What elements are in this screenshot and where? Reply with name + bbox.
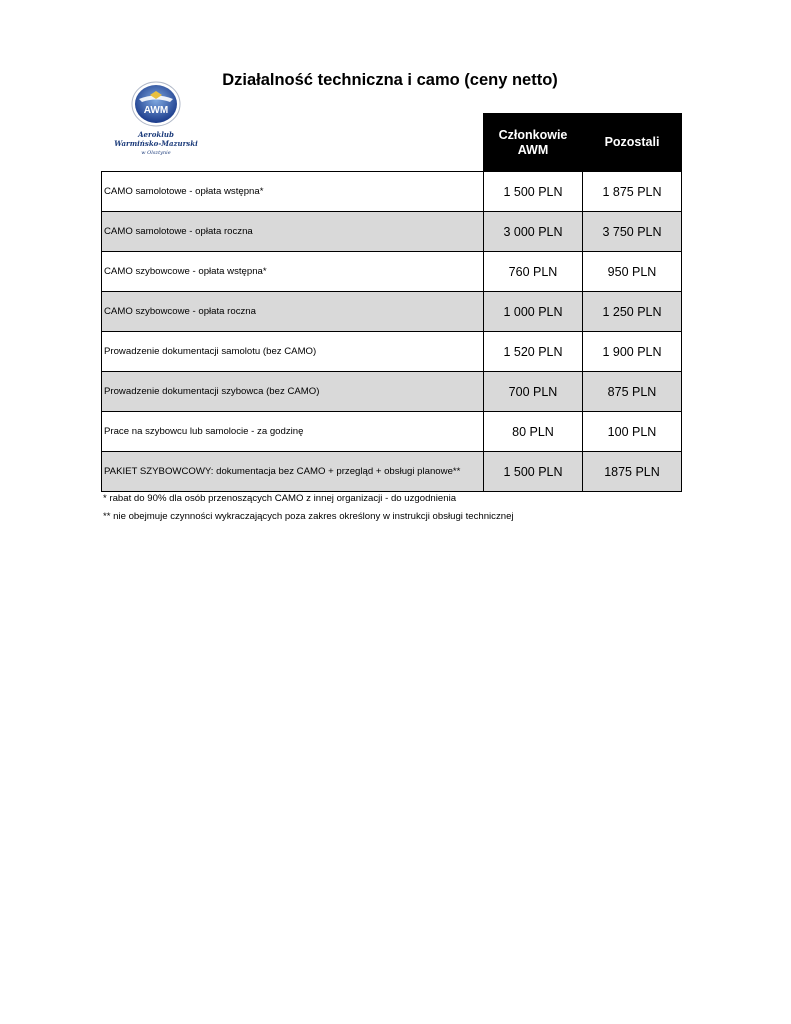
logo-line-2: Warmińsko-Mazurski <box>114 139 198 148</box>
members-price-cell: 1 500 PLN <box>484 452 583 492</box>
logo-emblem-text: AWM <box>143 105 169 116</box>
table-row <box>102 292 682 332</box>
table-row <box>102 172 682 212</box>
service-name-cell: PAKIET SZYBOWCOWY: dokumentacja bez CAMO + przegląd + obsługi planowe** <box>102 452 484 492</box>
others-price-cell: 1 875 PLN <box>583 172 682 212</box>
table-row <box>102 452 682 492</box>
page-title: Działalność techniczna i camo (ceny netto) <box>222 71 558 89</box>
table-row <box>102 372 682 412</box>
others-price-cell: 100 PLN <box>583 412 682 452</box>
table-row <box>102 412 682 452</box>
service-name-cell: CAMO samolotowe - opłata roczna <box>102 212 484 252</box>
table-header-row <box>102 114 682 172</box>
footnote-2: ** nie obejmuje czynności wykraczających poza zakres określony w instrukcji obsługi technicznej <box>103 511 514 522</box>
others-price-cell: 875 PLN <box>583 372 682 412</box>
others-price-cell: 3 750 PLN <box>583 212 682 252</box>
others-price-cell: 950 PLN <box>583 252 682 292</box>
service-name-cell: Prace na szybowcu lub samolocie - za godzinę <box>102 412 484 452</box>
logo-line-3: w Olsztynie <box>141 150 171 156</box>
others-price-cell: 1 250 PLN <box>583 292 682 332</box>
members-price-cell: 760 PLN <box>484 252 583 292</box>
members-price-cell: 1 500 PLN <box>484 172 583 212</box>
table-row <box>102 252 682 292</box>
service-name-cell: CAMO szybowcowe - opłata roczna <box>102 292 484 332</box>
members-price-cell: 700 PLN <box>484 372 583 412</box>
service-name-cell: Prowadzenie dokumentacji szybowca (bez CAMO) <box>102 372 484 412</box>
others-price-cell: 1875 PLN <box>583 452 682 492</box>
members-price-cell: 3 000 PLN <box>484 212 583 252</box>
price-rows <box>102 172 682 492</box>
logo-line-1: Aeroklub <box>138 130 174 139</box>
members-price-cell: 1 520 PLN <box>484 332 583 372</box>
header-members: Członkowie AWM <box>484 114 583 172</box>
table-row <box>102 332 682 372</box>
others-price-cell: 1 900 PLN <box>583 332 682 372</box>
members-price-cell: 1 000 PLN <box>484 292 583 332</box>
service-name-cell: CAMO samolotowe - opłata wstępna* <box>102 172 484 212</box>
table-row <box>102 212 682 252</box>
footnote-1: * rabat do 90% dla osób przenoszących CAMO z innej organizacji - do uzgodnienia <box>103 493 457 504</box>
members-price-cell: 80 PLN <box>484 412 583 452</box>
header-others: Pozostali <box>583 114 682 172</box>
service-name-cell: Prowadzenie dokumentacji samolotu (bez CAMO) <box>102 332 484 372</box>
price-table <box>101 113 682 492</box>
service-name-cell: CAMO szybowcowe - opłata wstępna* <box>102 252 484 292</box>
header-service <box>102 114 484 172</box>
